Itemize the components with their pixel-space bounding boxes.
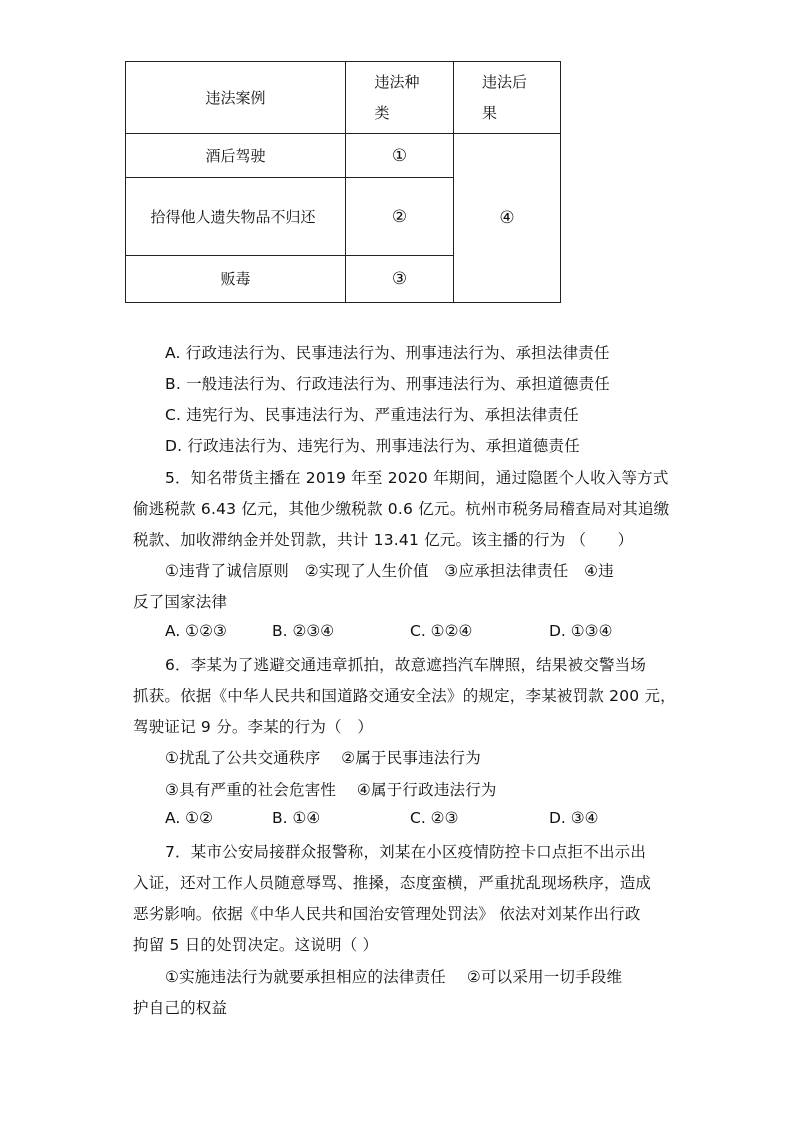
- q5-option-a: A. ①②③: [165, 622, 227, 640]
- q7-statements: ①实施违法行为就要承担相应的法律责任 ②可以采用一切手段维: [165, 968, 623, 986]
- header-result: 违法后果: [454, 62, 561, 134]
- q5-stem-line: 税款、加收滞纳金并处罚款，共计 13.41 亿元。该主播的行为 （ ）: [133, 531, 634, 549]
- type-cell: ②: [346, 178, 454, 256]
- type-cell: ③: [346, 256, 454, 303]
- q6-stem-line: 抓获。依据《中华人民共和国道路交通安全法》的规定，李某被罚款 200 元，: [133, 687, 676, 705]
- q5-stem-line: 偷逃税款 6.43 亿元，其他少缴税款 0.6 亿元。杭州市税务局稽查局对其追缴: [133, 500, 670, 518]
- q4-option-c: C. 违宪行为、民事违法行为、严重违法行为、承担法律责任: [165, 406, 579, 424]
- table-row: [126, 134, 561, 178]
- q5-statements: 反了国家法律: [133, 593, 228, 611]
- q4-option-d: D. 行政违法行为、违宪行为、刑事违法行为、承担道德责任: [165, 437, 580, 455]
- header-case: 违法案例: [126, 62, 346, 134]
- violation-table: [125, 61, 561, 303]
- q6-option-a: A. ①②: [165, 809, 213, 827]
- q5-option-b: B. ②③④: [272, 622, 335, 640]
- q7-stem-line: 7．某市公安局接群众报警称，刘某在小区疫情防控卡口点拒不出示出: [165, 843, 647, 861]
- q6-statements: ③具有严重的社会危害性 ④属于行政违法行为: [165, 781, 497, 799]
- case-cell: 贩毒: [126, 256, 346, 303]
- q6-statements: ①扰乱了公共交通秩序 ②属于民事违法行为: [165, 749, 481, 767]
- type-cell: ①: [346, 134, 454, 178]
- q5-statements: ①违背了诚信原则 ②实现了人生价值 ③应承担法律责任 ④违: [165, 562, 614, 580]
- q6-option-b: B. ①④: [272, 809, 321, 827]
- table-header-row: [126, 62, 561, 134]
- result-cell: ④: [454, 134, 561, 303]
- case-cell: 酒后驾驶: [126, 134, 346, 178]
- q7-statements: 护自己的权益: [133, 999, 228, 1017]
- q4-option-b: B. 一般违法行为、行政违法行为、刑事违法行为、承担道德责任: [165, 375, 610, 393]
- q6-stem-line: 驾驶证记 9 分。李某的行为（ ）: [133, 718, 374, 736]
- q4-option-a: A. 行政违法行为、民事违法行为、刑事违法行为、承担法律责任: [165, 344, 610, 362]
- q7-stem-line: 入证，还对工作人员随意辱骂、推搡，态度蛮横，严重扰乱现场秩序，造成: [133, 874, 652, 892]
- header-type: 违法种类: [346, 62, 454, 134]
- q5-option-d: D. ①③④: [549, 622, 613, 640]
- q6-option-d: D. ③④: [549, 809, 599, 827]
- q7-stem-line: 恶劣影响。依据《中华人民共和国治安管理处罚法》 依法对刘某作出行政: [133, 905, 641, 923]
- q6-option-c: C. ②③: [410, 809, 459, 827]
- q6-stem-line: 6．李某为了逃避交通违章抓拍，故意遮挡汽车牌照，结果被交警当场: [165, 656, 647, 674]
- q5-option-c: C. ①②④: [410, 622, 473, 640]
- q7-stem-line: 拘留 5 日的处罚决定。这说明（ ）: [133, 936, 379, 954]
- q5-stem-line: 5．知名带货主播在 2019 年至 2020 年期间，通过隐匿个人收入等方式: [165, 469, 669, 487]
- case-cell: 拾得他人遗失物品不归还: [126, 178, 346, 256]
